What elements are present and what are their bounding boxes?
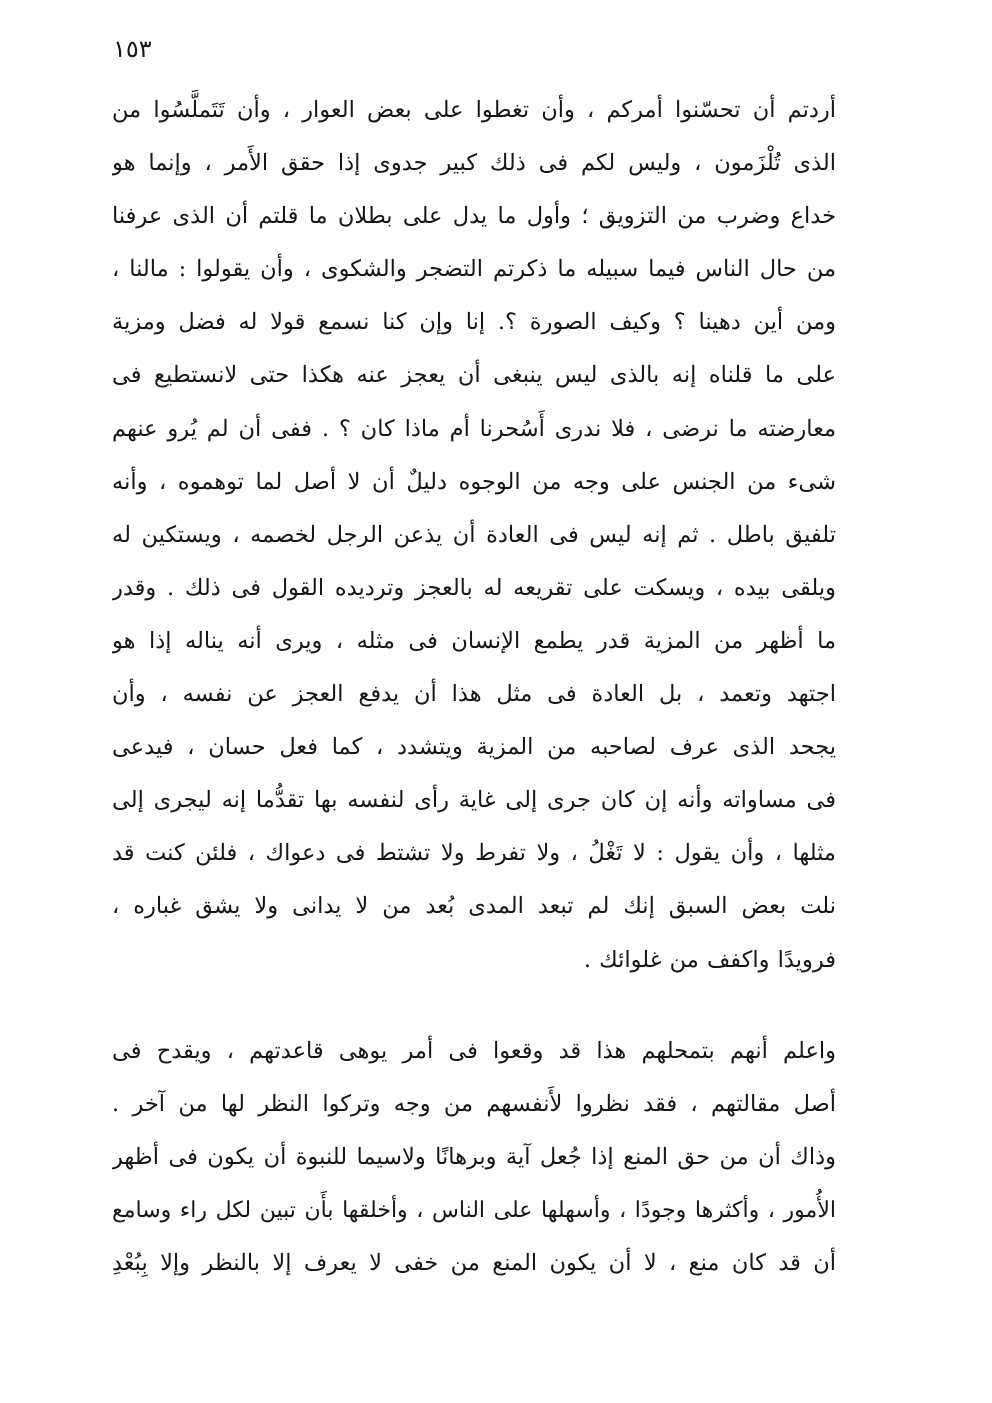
text-line: أصل مقالتهم ، فقد نظروا لأَنفسهم من وجه وتركوا النظر لها من آخر . xyxy=(112,1091,836,1118)
text-line: فرويدًا واكفف من غلوائك . xyxy=(583,946,836,973)
text-line: ويلقى بيده ، ويسكت على تقريعه له بالعجز وترديده القول فى ذلك . وقدر xyxy=(112,574,836,601)
text-line: تلفيق باطل . ثم إنه ليس فى العادة أن يذعن الرجل لخصمه ، ويستكين له xyxy=(112,521,836,548)
paragraph-1 xyxy=(112,84,836,987)
paragraph-2 xyxy=(112,1025,836,1290)
text-line: الأُمور ، وأكثرها وجودًا ، وأسهلها على الناس ، وأخلقها بأَن تبين لكل راء وسامع xyxy=(112,1198,836,1224)
text-line: أردتم أن تحسّنوا أمركم ، وأن تغطوا على بعض العوار ، وأن تَتَملَّسُوا من xyxy=(112,97,836,123)
text-line: فى مساواته وأنه إن كان جرى إلى غاية رأى لنفسه بها تقدُّما إنه ليجرى إلى xyxy=(112,787,836,814)
text-line: وذاك أن من حق المنع إذا جُعل آية وبرهانًا ولاسيما للنبوة أن يكون فى أظهر xyxy=(112,1144,836,1171)
text-line: اجتهد وتعمد ، بل العادة فى مثل هذا أن يدفع العجز عن نفسه ، وأن xyxy=(112,681,836,708)
text-line: خداع وضرب من التزويق ؛ وأول ما يدل على بطلان ما قلتم أن الذى عرفنا xyxy=(112,203,836,230)
text-line: من حال الناس فيما سبيله ما ذكرتم التضجر والشكوى ، وأن يقولوا : مالنا ، xyxy=(112,256,836,283)
text-line: ومن أين دهينا ؟ وكيف الصورة ؟. إنا وإن كنا نسمع قولا له فضل ومزية xyxy=(112,309,836,336)
text-line: معارضته ما نرضى ، فلا ندرى أَسُحرنا أم ماذا كان ؟ . ففى أن لم يُرو عنهم xyxy=(112,415,836,442)
text-line: ما أظهر من المزية قدر يطمع الإنسان فى مثله ، ويرى أنه يناله إذا هو xyxy=(112,627,836,654)
text-line: يجحد الذى عرف لصاحبه من المزية ويتشدد ، كما فعل حسان ، فيدعى xyxy=(112,734,836,761)
text-line: واعلم أنهم بتمحلهم هذا قد وقعوا فى أمر يوهى قاعدتهم ، ويقدح فى xyxy=(112,1038,836,1064)
text-line: أن قد كان منع ، لا أن يكون المنع من خفى لا يعرف إلا بالنظر وإلا بِبُعْدِ xyxy=(112,1250,836,1277)
text-line: نلت بعض السبق إنك لم تبعد المدى بُعد من لا يدانى ولا يشق غباره ، xyxy=(112,893,836,920)
page-number: ١٥٣ xyxy=(113,35,152,63)
text-line: شىء من الجنس على وجه من الوجوه دليلٌ أن لا أصل لما توهموه ، وأنه xyxy=(112,468,836,495)
text-line: مثلها ، وأن يقول : لا تَغْلُ ، ولا تفرط ولا تشتط فى دعواك ، فلئن كنت قد xyxy=(112,840,836,867)
text-line: الذى تُلْزَمون ، وليس لكم فى ذلك كبير جدوى إذا حقق الأَمر ، وإنما هو xyxy=(112,150,836,177)
text-line: على ما قلناه إنه بالذى ليس ينبغى أن يعجز عنه هكذا حتى لانستطيع فى xyxy=(112,362,836,389)
